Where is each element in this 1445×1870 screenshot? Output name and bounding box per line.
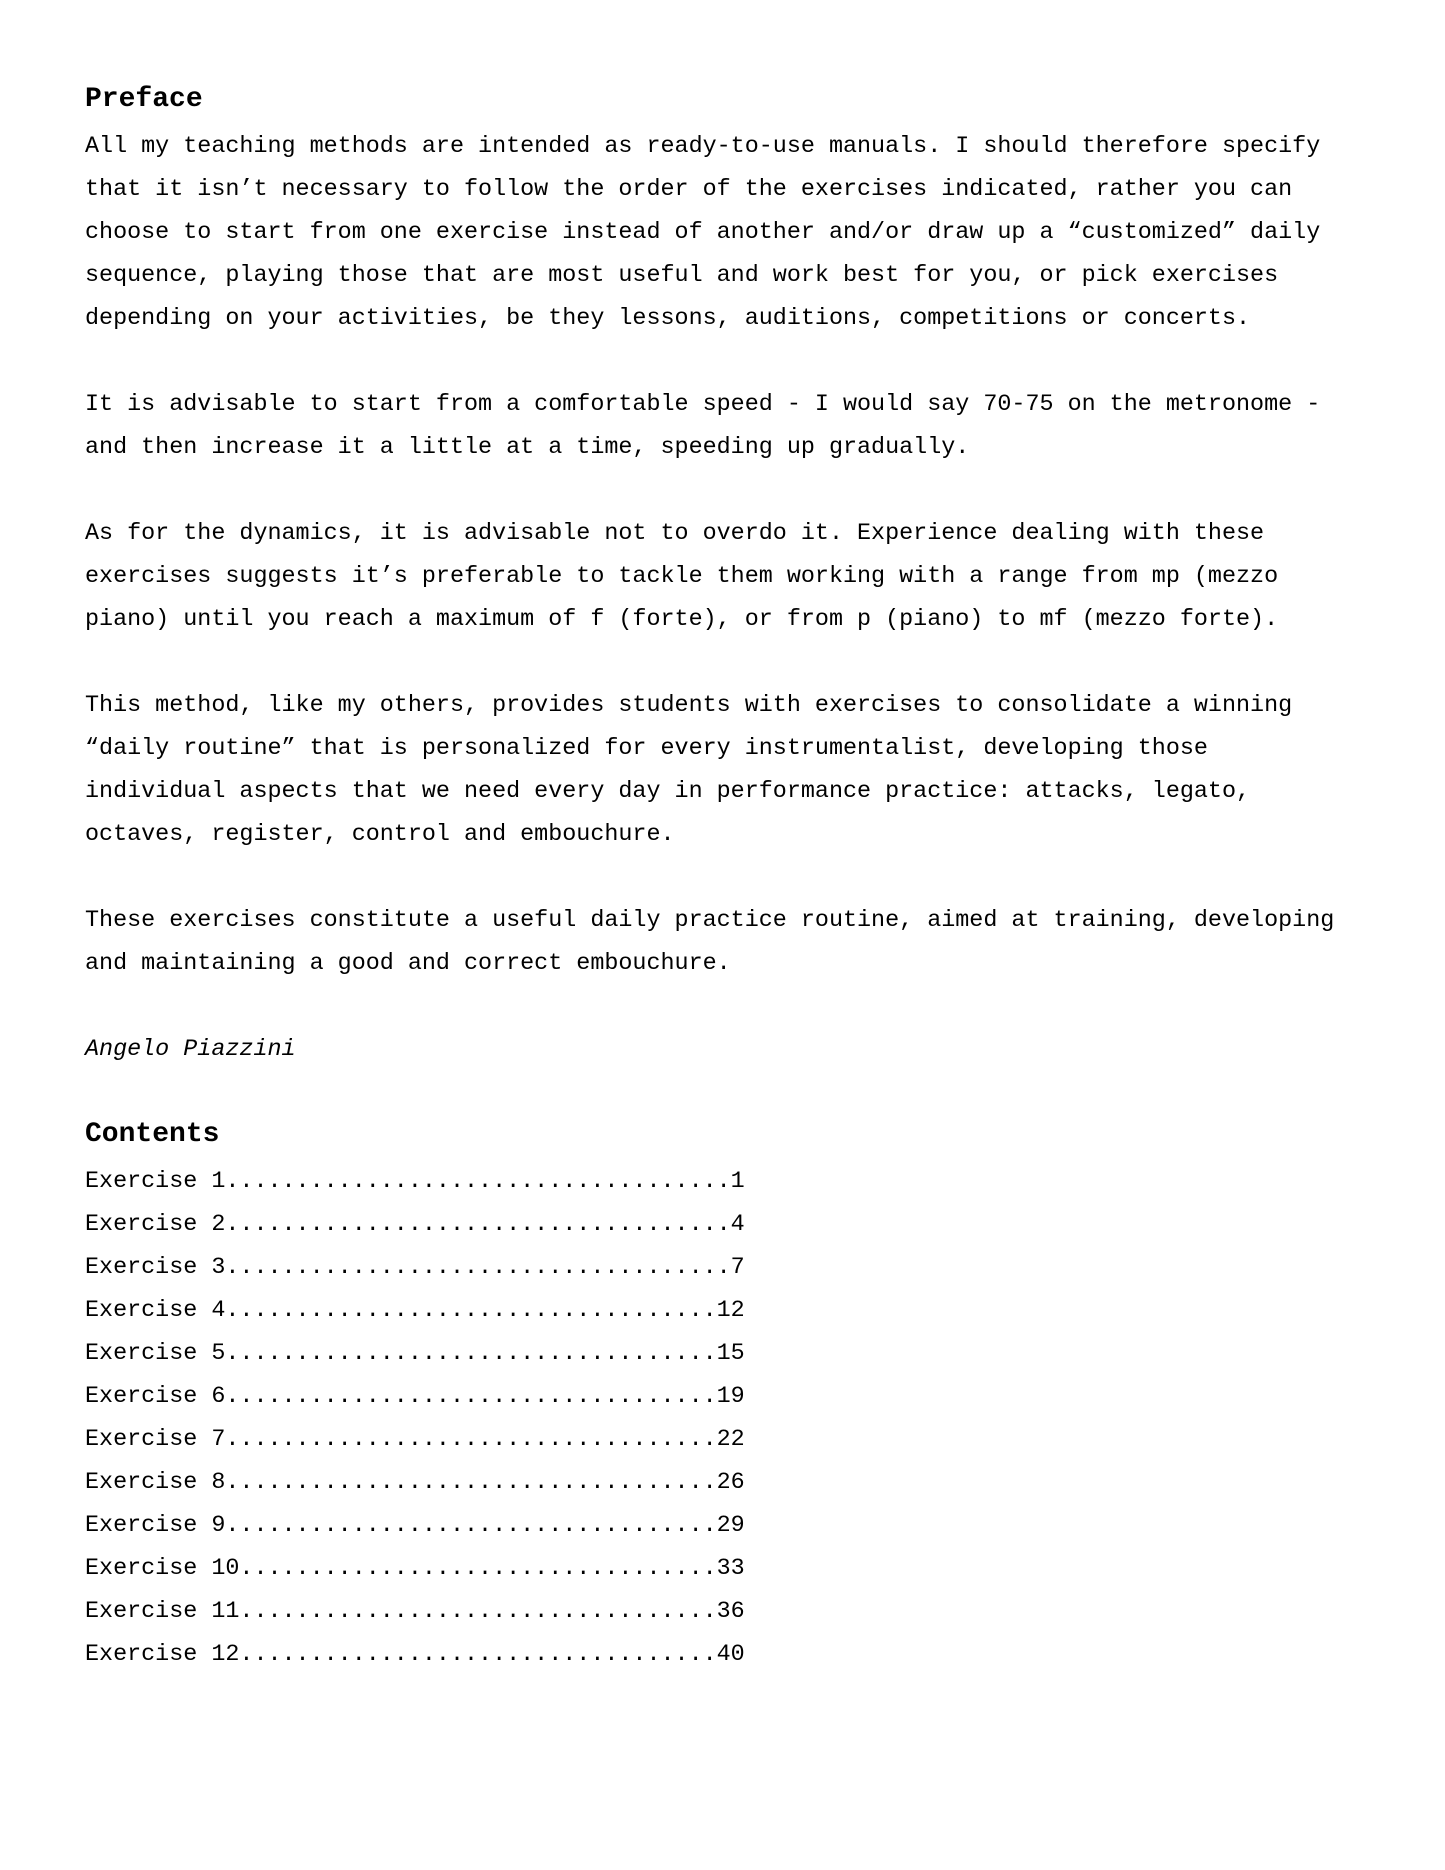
text-line: As for the dynamics, it is advisable not to overdo it. Experience dealing with these	[85, 521, 1265, 547]
text-line: These exercises constitute a useful daily practice routine, aimed at training, developing	[85, 908, 1335, 934]
text-line: individual aspects that we need every day in performance practice: attacks, legato,	[85, 779, 1251, 805]
text-line: sequence, playing those that are most useful and work best for you, or pick exercises	[85, 263, 1279, 289]
text-line: octaves, register, control and embouchure.	[85, 822, 675, 848]
preface-paragraph-4	[85, 685, 1375, 857]
table-of-contents	[85, 1161, 1375, 1677]
toc-entry-exercise-3: Exercise 3....................................7	[85, 1255, 745, 1281]
toc-entry-exercise-2: Exercise 2....................................4	[85, 1212, 745, 1238]
text-line: that it isn’t necessary to follow the order of the exercises indicated, rather you can	[85, 177, 1293, 203]
author-signature: Angelo Piazzini	[85, 1037, 296, 1063]
toc-entry-exercise-5: Exercise 5...................................15	[85, 1341, 745, 1367]
text-line: choose to start from one exercise instead of another and/or draw up a “customized” daily	[85, 220, 1321, 246]
text-line: It is advisable to start from a comfortable speed - I would say 70-75 on the metronome -	[85, 392, 1321, 418]
toc-entry-exercise-8: Exercise 8...................................26	[85, 1470, 745, 1496]
toc-entry-exercise-10: Exercise 10..................................33	[85, 1556, 745, 1582]
text-line: depending on your activities, be they lessons, auditions, competitions or concerts.	[85, 306, 1251, 332]
toc-entry-exercise-9: Exercise 9...................................29	[85, 1513, 745, 1539]
toc-entry-exercise-12: Exercise 12..................................40	[85, 1642, 745, 1668]
contents-title: Contents	[85, 1119, 220, 1150]
preface-paragraph-2	[85, 384, 1375, 470]
text-line: This method, like my others, provides students with exercises to consolidate a winning	[85, 693, 1293, 719]
preface-paragraph-1	[85, 126, 1375, 341]
text-line: and then increase it a little at a time, speeding up gradually.	[85, 435, 970, 461]
preface-paragraph-5	[85, 900, 1375, 986]
preface-paragraph-3	[85, 513, 1375, 642]
toc-entry-exercise-1: Exercise 1....................................1	[85, 1169, 745, 1195]
toc-entry-exercise-11: Exercise 11..................................36	[85, 1599, 745, 1625]
document-page	[85, 80, 1375, 1677]
text-line: piano) until you reach a maximum of f (forte), or from p (piano) to mf (mezzo forte).	[85, 607, 1279, 633]
preface-title: Preface	[85, 84, 203, 115]
text-line: “daily routine” that is personalized for every instrumentalist, developing those	[85, 736, 1208, 762]
toc-entry-exercise-6: Exercise 6...................................19	[85, 1384, 745, 1410]
text-line: exercises suggests it’s preferable to tackle them working with a range from mp (mezzo	[85, 564, 1279, 590]
toc-entry-exercise-4: Exercise 4...................................12	[85, 1298, 745, 1324]
text-line: and maintaining a good and correct embouchure.	[85, 951, 731, 977]
toc-entry-exercise-7: Exercise 7...................................22	[85, 1427, 745, 1453]
text-line: All my teaching methods are intended as ready-to-use manuals. I should therefore specify	[85, 134, 1321, 160]
